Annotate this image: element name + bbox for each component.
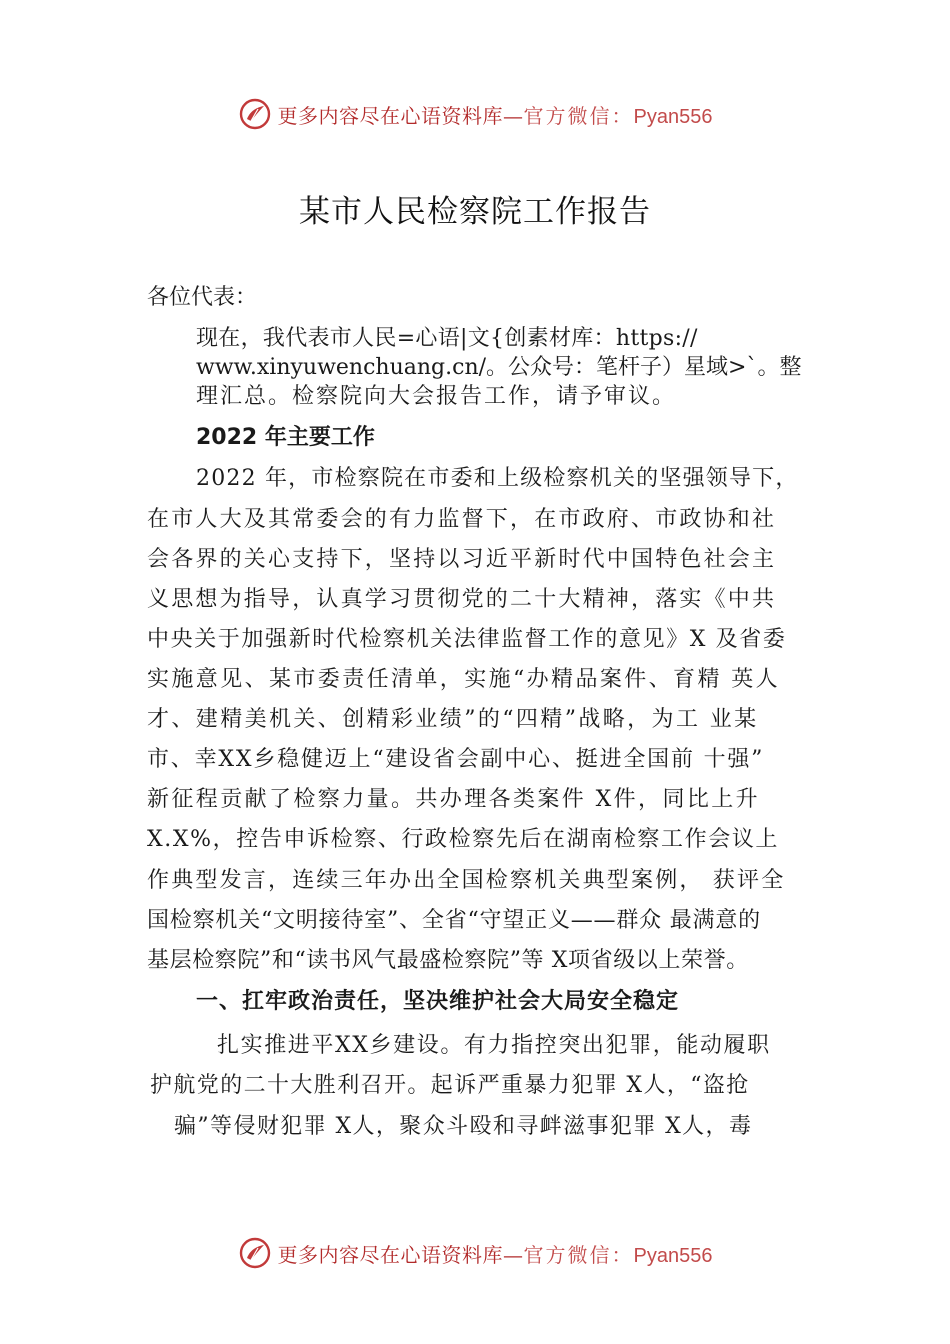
salutation: 各位代表： <box>147 285 258 310</box>
body-line: 扎实推进平XX乡建设。有力指控突出犯罪，能动履职 <box>217 1033 771 1058</box>
summary-line: 市、幸XX乡稳健迈上“建设省会副中心、挺进全国前 十强” <box>147 747 765 772</box>
summary-line: 新征程贡献了检察力量。共办理各类案件 X件，同比上升 <box>147 787 761 812</box>
summary-line: X.X%，控告申诉检察、行政检察先后在湖南检察工作会议上 <box>147 827 780 852</box>
watermark-banner-bottom <box>0 1233 950 1273</box>
subheading: 一、扛牢政治责任，坚决维护社会大局安全稳定 <box>196 989 680 1014</box>
watermark-slogan: 更多内容尽在心语资料库— <box>277 1242 524 1267</box>
watermark-banner-top <box>0 94 950 134</box>
document-title: 某市人民检察院工作报告 <box>299 194 651 230</box>
intro-line: www.xinyuwenchuang.cn/。公众号：笔杆子）星域>`。整 <box>196 355 802 380</box>
watermark-logo-icon <box>238 97 272 131</box>
summary-line: 才、建精美机关、创精彩业绩”的“四精”战略，为工 业某 <box>147 707 759 732</box>
summary-line: 国检察机关“文明接待室”、全省“守望正义——群众 最满意的 <box>147 908 761 933</box>
watermark-wechat-id: Pyan556 <box>633 1244 713 1267</box>
summary-line: 义思想为指导，认真学习贯彻党的二十大精神，落实《中共 <box>147 587 777 612</box>
watermark-text <box>278 100 713 129</box>
section-heading: 2022 年主要工作 <box>196 425 375 450</box>
watermark-wechat-id: Pyan556 <box>633 105 713 128</box>
intro-line: 现在，我代表市人民=心语|文{创素材库：https:// <box>196 326 698 351</box>
watermark-logo-icon <box>238 1236 272 1270</box>
summary-line: 实施意见、某市委责任清单，实施“办精品案件、育精 英人 <box>147 667 781 692</box>
summary-line: 中央关于加强新时代检察机关法律监督工作的意见》X 及省委 <box>147 627 787 652</box>
summary-line: 作典型发言，连续三年办出全国检察机关典型案例， 获评全 <box>147 868 786 893</box>
summary-line: 基层检察院”和“读书风气最盛检察院”等 X项省级以上荣誉。 <box>147 948 749 973</box>
intro-line: 理汇总。检察院向大会报告工作，请予审议。 <box>196 384 677 409</box>
watermark-wechat-label: 官方微信： <box>523 103 634 128</box>
summary-line: 在市人大及其常委会的有力监督下，在市政府、市政协和社 <box>147 507 777 532</box>
body-line: 护航党的二十大胜利召开。起诉严重暴力犯罪 X人，“盗抢 <box>150 1073 750 1098</box>
body-line: 骗”等侵财犯罪 X人，聚众斗殴和寻衅滋事犯罪 X人，毒 <box>174 1114 753 1139</box>
watermark-wechat-label: 官方微信： <box>523 1242 634 1267</box>
watermark-text <box>278 1239 713 1268</box>
summary-line: 2022 年，市检察院在市委和上级检察机关的坚强领导下， <box>196 466 799 491</box>
watermark-slogan: 更多内容尽在心语资料库— <box>277 103 524 128</box>
summary-line: 会各界的关心支持下，坚持以习近平新时代中国特色社会主 <box>147 547 777 572</box>
